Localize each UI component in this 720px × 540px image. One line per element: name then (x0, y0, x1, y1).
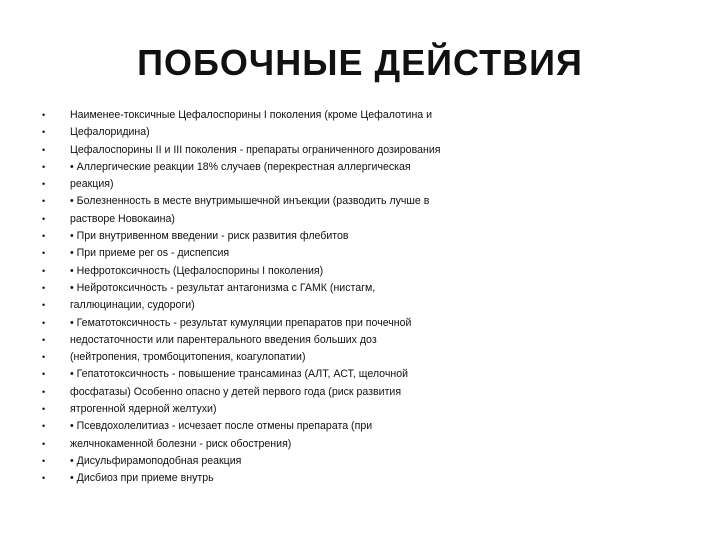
list-item (0, 245, 720, 262)
bullet-marker: • (42, 300, 46, 311)
list-item-text: • Дисбиоз при приеме внутрь (70, 472, 214, 485)
bullet-marker: • (42, 265, 46, 276)
bullet-marker: • (42, 231, 46, 242)
list-item (0, 332, 720, 349)
list-item-text: • Дисульфирамоподобная реакция (70, 454, 242, 467)
list-item-text: недостаточности или парентерального введения больших доз (70, 333, 377, 346)
list-item-text: ятрогенной ядерной желтухи) (70, 403, 217, 416)
bullet-marker: • (42, 127, 46, 138)
bullet-marker: • (42, 248, 46, 259)
bullet-marker: • (42, 282, 46, 293)
slide-title: ПОБОЧНЫЕ ДЕЙСТВИЯ (137, 42, 583, 83)
list-item (0, 142, 720, 159)
bullet-marker: • (42, 352, 46, 363)
list-item-text: галлюцинации, судороги) (70, 299, 195, 312)
list-item (0, 401, 720, 418)
bullet-marker: • (42, 438, 46, 449)
list-item (0, 228, 720, 245)
list-item (0, 176, 720, 193)
bullet-marker: • (42, 473, 46, 484)
list-item-text: • Нейротоксичность - результат антагонизма с ГАМК (нистагм, (70, 281, 376, 294)
list-item (0, 211, 720, 228)
list-item-text: • Нефротоксичность (Цефалоспорины I поколения) (70, 264, 324, 277)
list-item (0, 470, 720, 487)
bullet-marker: • (42, 179, 46, 190)
bullet-marker: • (42, 455, 46, 466)
list-item-text: • Псевдохолелитиаз - исчезает после отмены препарата (при (70, 420, 373, 433)
list-item (0, 418, 720, 435)
bullet-list (0, 107, 720, 488)
list-item (0, 384, 720, 401)
list-item (0, 124, 720, 141)
bullet-marker: • (42, 404, 46, 415)
list-item (0, 315, 720, 332)
bullet-marker: • (42, 386, 46, 397)
bullet-marker: • (42, 144, 46, 155)
bullet-marker: • (42, 196, 46, 207)
list-item-text: желчнокаменной болезни - риск обострения) (70, 437, 292, 450)
list-item (0, 297, 720, 314)
list-item-text: Цефалоспорины II и III поколения - препараты ограниченного дозирования (70, 143, 441, 156)
list-item-text: Наименее-токсичные Цефалоспорины I поколения (кроме Цефалотина и (70, 109, 433, 121)
bullet-marker: • (42, 110, 46, 120)
list-item-text: • Аллергические реакции 18% случаев (перекрестная аллергическая (70, 160, 411, 173)
list-item-text: реакция) (70, 178, 114, 191)
list-item (0, 263, 720, 280)
list-item (0, 349, 720, 366)
list-item (0, 366, 720, 383)
list-item (0, 436, 720, 453)
list-item-text: растворе Новокаина) (70, 212, 175, 225)
list-item-text: • Гепатотоксичность - повышение трансаминаз (АЛТ, АСТ, щелочной (70, 368, 409, 381)
list-item (0, 193, 720, 210)
list-item-text: Цефалоридина) (70, 126, 150, 139)
bullet-marker: • (42, 369, 46, 380)
bullet-marker: • (42, 161, 46, 172)
list-item (0, 453, 720, 470)
list-item-text: • При внутривенном введении - риск развития флебитов (70, 230, 349, 243)
bullet-marker: • (42, 317, 46, 328)
bullet-marker: • (42, 334, 46, 345)
list-item (0, 159, 720, 176)
list-item-text: фосфатазы) Особенно опасно у детей первого года (риск развития (70, 385, 402, 398)
list-item (0, 280, 720, 297)
list-item-text: (нейтропения, тромбоцитопения, коагулопатии) (70, 351, 306, 364)
list-item (0, 107, 720, 124)
bullet-marker: • (42, 421, 46, 432)
list-item-text: • При приеме per os - диспепсия (70, 247, 230, 260)
list-item-text: • Гематотоксичность - результат кумуляции препаратов при почечной (70, 316, 412, 329)
bullet-marker: • (42, 213, 46, 224)
list-item-text: • Болезненность в месте внутримышечной инъекции (разводить лучше в (70, 195, 430, 208)
